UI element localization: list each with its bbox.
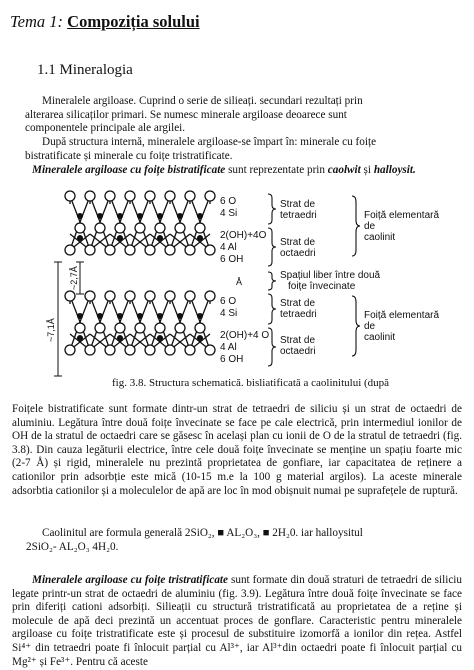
bistratified-tail: sunt reprezentate prin [225, 164, 328, 176]
atom-label: 6 OH [220, 254, 244, 265]
sheet-label: Foiță elementară [364, 310, 440, 321]
paragraph-tristratified [12, 574, 462, 669]
tristratified-body: sunt formate din două straturi de tetraedri de siliciu legate printr-un strat de octaedri de aluminiu (fig. 3.9). Legătura între două foițe învecinate se face prin diferiți cationi adsorbiți. Silieații cu structură tristratificată au proprietatea de a reține și molecule de apă deci prezintă un accentuat proces de gonflare. Caracteristic pentru mineralele argiloase cu foițe tristratificate este și procesul de substituire izomorfă a ionilor din rețea. Astfel Si⁴⁺ din tetraedri poate fi înlocuit parțial cu Al³⁺, iar Al³⁺din octaedri poate fi înlocuit parțial cu Mg²⁺ și Fe³⁺. Pentru că aceste [12, 574, 462, 668]
example-kaolinite: caolwit [327, 164, 361, 176]
formula-line-2: 2SiO₂- AL₂O₃ 4H₂0. [26, 541, 119, 553]
layer-label: tetraedri [280, 309, 317, 320]
paragraph-bistratified: Foițele bistratificate sunt formate dintr-un strat de tetraedri de siliciu și un strat de octaedri de aluminiu. Legătura între două foițe învecinate se face pe cale electrică, prin intermediul ionilor de OH de la stratul de octaedri care se găsesc în același plan cu ionii de O de la stratul de tetraedri (fig. 3.8). Din cauza legăturii electrice, între cele două foițe învecinate se menține un spațiu foarte mic (2-7 Å) și rigid, mineralele nu prezintă proprietatea de gonfiare, iar capacitatea de reținere a cationilor prin adsorbție este mică (10-15 m.e la 100 g material argilos). La aceste minerale adsorbtia cationilor și a moleculelor de apă are loc în mod obișnuit numai pe suprafețele de ruptură. [12, 403, 462, 497]
lattice-drawing [65, 191, 215, 355]
section-heading: 1.1 Mineralogia [37, 62, 133, 78]
layer-label: Strat de [280, 237, 316, 248]
sheet-label: de [364, 321, 376, 332]
layer-label: octaedri [280, 248, 316, 259]
sheet-label: caolinit [364, 232, 396, 243]
layer-label: Strat de [280, 335, 316, 346]
angstrom-mark: Å [236, 277, 243, 287]
example-halloysite: halloysit. [373, 164, 416, 176]
intro-line-3: componentele principale ale argilei. [25, 122, 186, 134]
title-name: Compoziția solului [67, 12, 200, 31]
tristratified-heading: Mineralele argiloase cu foițe tristratificate [32, 574, 228, 586]
intro-line-5: bistratificate și minerale cu foițe tristratificate. [25, 150, 233, 162]
sheet-label: caolinit [364, 332, 396, 343]
atom-label: 4 Si [220, 308, 238, 319]
dimension-label-long: ~7,1Å [46, 318, 56, 342]
atom-label: 6 OH [220, 354, 244, 365]
atom-label: 6 O [220, 196, 237, 207]
sheet-label: Foiță elementară [364, 210, 440, 221]
layer-label: Strat de [280, 298, 316, 309]
bistratified-intro [32, 164, 416, 178]
atom-labels [220, 196, 269, 365]
atom-label: 2(OH)+4 O [220, 330, 270, 341]
layer-label: foițe învecinate [288, 281, 356, 292]
sheet-label: de [364, 221, 376, 232]
atom-label: 4 Al [220, 342, 237, 353]
atom-label: 2(OH)+4O [220, 230, 267, 241]
formula-line-1: Caolinitul are formula generală 2SiO₂, ■ AL₂O₃, ■ 2H₂0. iar halloysitul [42, 527, 363, 539]
layer-label: octaedri [280, 346, 316, 357]
layer-label: Spațiul liber între două [280, 270, 381, 281]
figure-caption: fig. 3.8. Structura schematică. bisliatificată a caolinitului (după [112, 377, 390, 389]
intro-line-4: După structura internă, mineralele argiloase-se împart în: minerale cu foițe [42, 136, 377, 148]
example-and: și [360, 164, 374, 176]
title-number: Tema 1 [10, 12, 58, 31]
atom-label: 6 O [220, 296, 237, 307]
atom-label: 4 Si [220, 208, 238, 219]
layer-label: Strat de [280, 199, 316, 210]
kaolinite-structure-figure [30, 182, 470, 378]
layer-labels [280, 199, 439, 357]
intro-line-1: Mineralele argiloase. Cuprind o serie de silieați. secundari rezultați prin [42, 95, 363, 107]
title-colon: : [57, 12, 68, 31]
intro-line-2: alterarea silicaților primari. Se numesc minerale argiloase deoarece sunt [25, 109, 347, 121]
bistratified-heading: Mineralele argiloase cu foițe bistratificate [32, 164, 226, 176]
layer-label: tetraedri [280, 210, 317, 221]
page-title [10, 12, 200, 32]
dimension-label-short: ~2,7Å [69, 266, 79, 290]
atom-label: 4 Al [220, 242, 237, 253]
